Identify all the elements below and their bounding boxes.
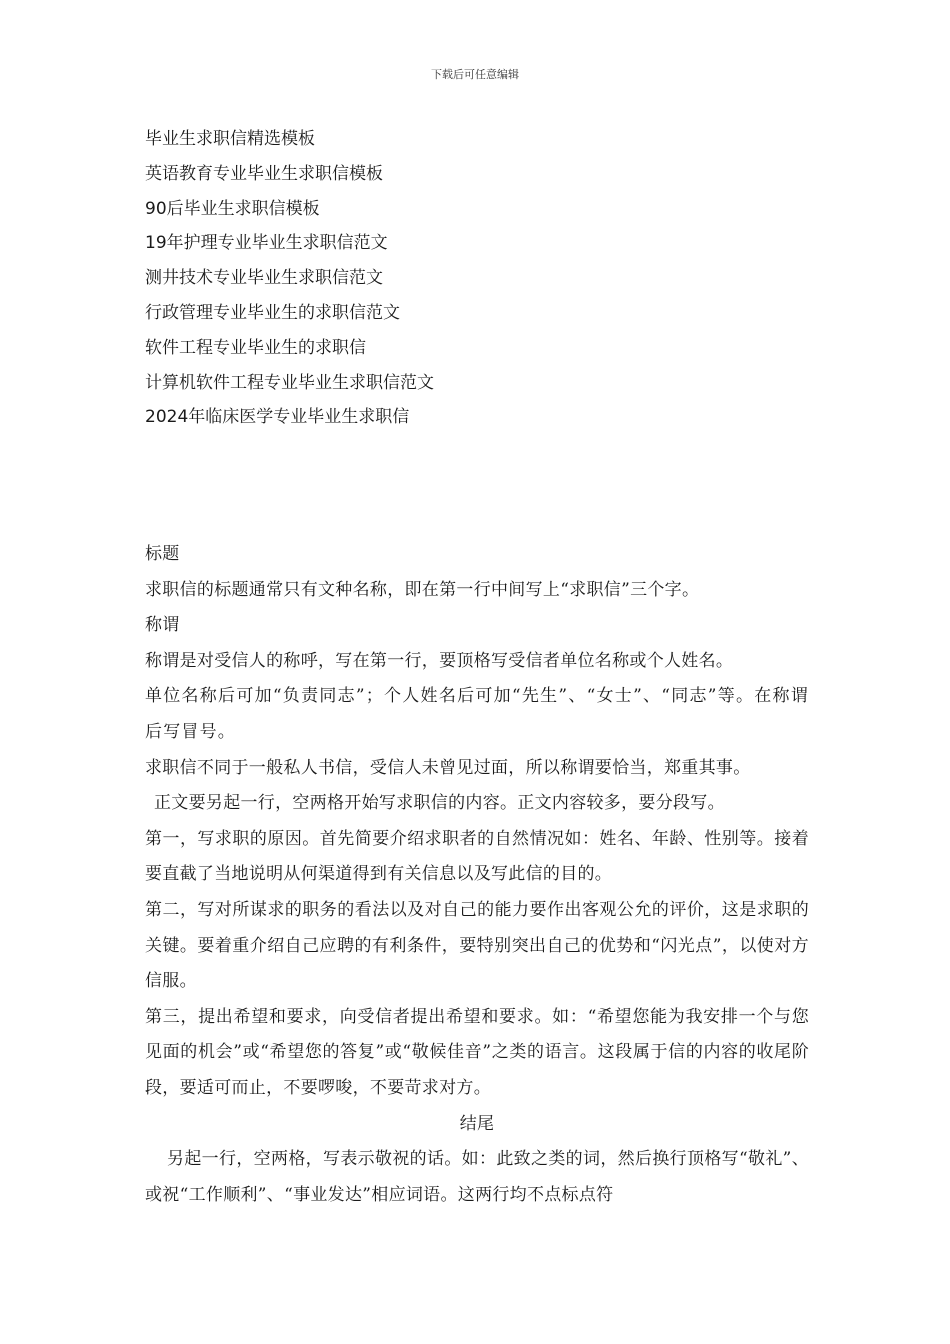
- paragraph: 称谓是对受信人的称呼，写在第一行，要顶格写受信者单位名称或个人姓名。: [145, 650, 734, 671]
- related-link[interactable]: 毕业生求职信精选模板: [145, 129, 315, 149]
- paragraph: 求职信不同于一般私人书信，受信人未曾见过面，所以称谓要恰当，郑重其事。: [145, 757, 751, 778]
- related-link[interactable]: 19年护理专业毕业生求职信范文: [145, 233, 388, 254]
- paragraph: 第三，提出希望和要求，向受信者提出希望和要求。如：“希望您能为我安排一个与您见面的机会”或“希望您的答复”或“敬候佳音”之类的语言。这段属于信的内容的收尾阶段，要适可而止，不要啰唆，不要苛求对方。: [145, 1006, 809, 1098]
- paragraph: 单位名称后可加“负责同志”；个人姓名后可加“先生”、“女士”、“同志”等。在称谓后写冒号。: [145, 686, 809, 742]
- section-heading-closing: 结尾: [459, 1113, 495, 1134]
- paragraph: 第二，写对所谋求的职务的看法以及对自己的能力要作出客观公允的评价，这是求职的关键。要着重介绍自己应聘的有利条件，要特别突出自己的优势和“闪光点”，以使对方信服。: [145, 899, 809, 992]
- paragraph: 第一，写求职的原因。首先简要介绍求职者的自然情况如：姓名、年龄、性别等。接着要直截了当地说明从何渠道得到有关信息以及写此信的目的。: [145, 828, 809, 885]
- document-body: [145, 537, 809, 1213]
- section-heading-title: 标题: [145, 544, 180, 564]
- related-link[interactable]: 90后毕业生求职信模板: [145, 198, 320, 219]
- related-link[interactable]: 英语教育专业毕业生求职信模板: [145, 163, 383, 184]
- related-link[interactable]: 计算机软件工程专业毕业生求职信范文: [145, 372, 434, 393]
- related-link[interactable]: 软件工程专业毕业生的求职信: [145, 337, 366, 358]
- page-header-note: 下载后可任意编辑: [431, 68, 519, 81]
- related-link[interactable]: 2024年临床医学专业毕业生求职信: [145, 407, 410, 428]
- section-heading-salutation: 称谓: [145, 615, 180, 636]
- related-link[interactable]: 测井技术专业毕业生求职信范文: [145, 268, 383, 289]
- related-link[interactable]: 行政管理专业毕业生的求职信范文: [145, 302, 400, 323]
- paragraph: 正文要另起一行，空两格开始写求职信的内容。正文内容较多，要分段写。: [154, 793, 725, 814]
- paragraph: 另起一行，空两格，写表示敬祝的话。如：此致之类的词，然后换行顶格写“敬礼”、或祝“工作顺利”、“事业发达”相应词语。这两行均不点标点符: [145, 1149, 809, 1205]
- related-links-list: [145, 122, 825, 435]
- paragraph: 求职信的标题通常只有文种名称，即在第一行中间写上“求职信”三个字。: [145, 579, 700, 600]
